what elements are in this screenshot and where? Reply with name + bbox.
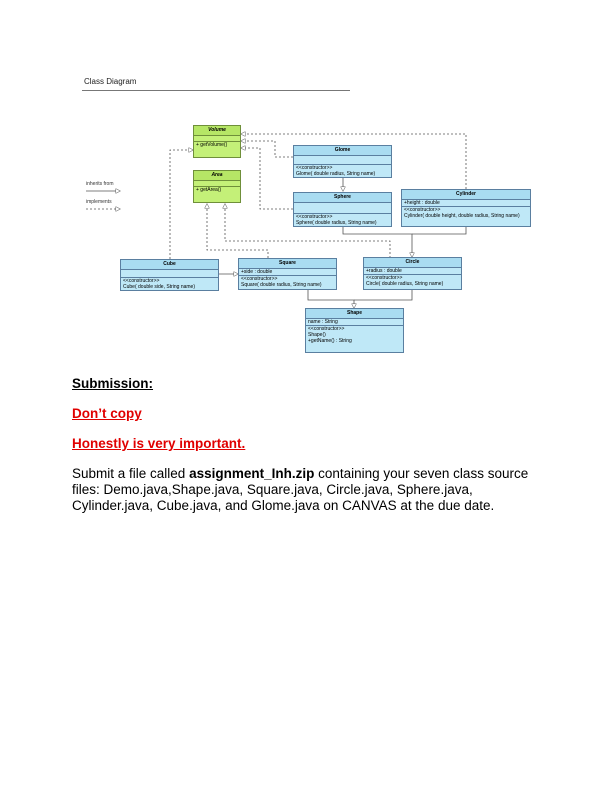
method-line: Glome( double radius, String name)	[296, 171, 376, 177]
method-line: <<constructor>>	[296, 165, 333, 171]
submission-filename: assignment_Inh.zip	[189, 466, 315, 481]
class-methods	[306, 326, 403, 344]
class-methods	[239, 276, 336, 288]
honesty-warning: Honestly is very important.	[72, 436, 246, 451]
submission-heading: Submission:	[72, 376, 154, 391]
method-line: <<constructor>>	[404, 207, 441, 213]
class-name: Square	[239, 259, 336, 269]
uml-class-cube	[120, 259, 219, 291]
class-methods	[364, 275, 461, 287]
class-name: Cylinder	[402, 190, 530, 200]
uml-class-sphere	[293, 192, 392, 227]
method-line: Square( double radius, String name)	[241, 282, 322, 288]
class-name: Shape	[306, 309, 403, 319]
class-attributes	[121, 270, 218, 278]
method-line: Circle( double radius, String name)	[366, 281, 444, 287]
diagram-title: Class Diagram	[84, 77, 137, 86]
class-name: Volume	[194, 126, 240, 136]
method-line: <<constructor>>	[123, 278, 160, 284]
title-divider	[82, 90, 350, 91]
legend-implements-label: implements	[86, 199, 112, 205]
class-attributes	[294, 156, 391, 165]
method-line: <<constructor>>	[241, 276, 278, 282]
uml-class-glome	[293, 145, 392, 178]
uml-class-cylinder	[401, 189, 531, 227]
class-methods	[294, 214, 391, 226]
class-methods	[294, 165, 391, 177]
class-name: Glome	[294, 146, 391, 156]
class-attributes: name : String	[306, 319, 403, 326]
uml-class-circle	[363, 257, 462, 290]
method-line: Sphere( double radius, String name)	[296, 220, 377, 226]
uml-class-area	[193, 170, 241, 203]
instructions-suffix: containing your seven class source files: Demo.java,Shape.java, Square.java, Circle.java, Sphere.java, Cylinder.java, Cube.java, and Glome.java on CANVAS at the due date.	[72, 466, 529, 513]
legend-inherits-label: inherits from	[86, 181, 114, 187]
class-methods	[402, 207, 530, 219]
uml-class-shape	[305, 308, 404, 353]
uml-class-square	[238, 258, 337, 290]
class-attributes	[294, 203, 391, 214]
class-name: Sphere	[294, 193, 391, 203]
method-line: <<constructor>>	[308, 326, 345, 332]
class-attributes: +height : double	[402, 200, 530, 207]
class-methods	[121, 278, 218, 290]
method-line: <<constructor>>	[296, 214, 333, 220]
method-line: Shape()	[308, 332, 326, 338]
class-name: Circle	[364, 258, 461, 268]
dont-copy-warning: Don’t copy	[72, 406, 142, 421]
method-line: +getName() : String	[308, 338, 352, 344]
method-line: Cube( double side, String name)	[123, 284, 195, 290]
class-attributes: +side : double	[239, 269, 336, 276]
class-name: Cube	[121, 260, 218, 270]
method-line: <<constructor>>	[366, 275, 403, 281]
class-methods: + getArea()	[196, 187, 222, 193]
uml-class-volume	[193, 125, 241, 158]
method-line: Cylinder( double height, double radius, String name)	[404, 213, 520, 219]
class-methods: + getVolume()	[196, 142, 228, 148]
class-name: Area	[194, 171, 240, 181]
class-attributes: +radius : double	[364, 268, 461, 275]
instructions-prefix: Submit a file called	[72, 466, 190, 481]
submission-instructions	[72, 466, 542, 514]
